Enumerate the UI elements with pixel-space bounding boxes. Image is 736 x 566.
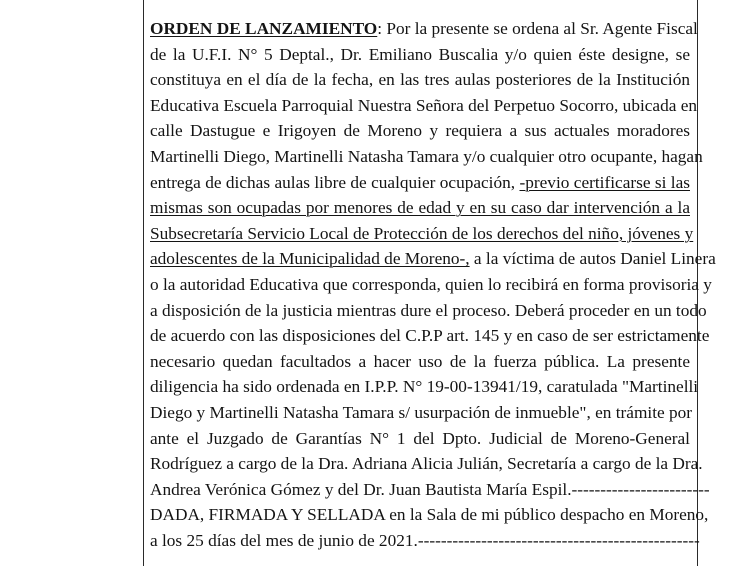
text-line xyxy=(150,477,710,503)
text-line xyxy=(150,272,712,298)
text-line xyxy=(150,451,703,477)
text-segment: ante el Juzgado de Garantías N° 1 del Dpto. Judicial de Moreno-General xyxy=(150,428,690,448)
text-line xyxy=(150,93,698,119)
underlined-text: Subsecretaría Servicio Local de Protección de los derechos del niño, jóvenes y xyxy=(150,223,694,243)
text-line xyxy=(150,67,690,93)
text-segment: a disposición de la justicia mientras dure el proceso. Deberá proceder en un todo xyxy=(150,300,707,320)
text-segment: de la U.F.I. N° 5 Deptal., Dr. Emiliano Buscalia y/o quien éste designe, se xyxy=(150,44,690,64)
text-segment: DADA, FIRMADA Y SELLADA en la Sala de mi público despacho en Moreno, xyxy=(150,505,709,525)
text-line xyxy=(150,298,707,324)
text-line xyxy=(150,16,698,42)
text-segment: necesario quedan facultados a hacer uso de la fuerza pública. La presente xyxy=(150,351,690,371)
text-segment: Educativa Escuela Parroquial Nuestra Señora del Perpetuo Socorro, ubicada en xyxy=(150,95,698,115)
text-segment: diligencia ha sido ordenada en I.P.P. N° 19-00-13941/19, caratulada "Martinelli xyxy=(150,377,699,397)
text-segment: calle Dastugue e Irigoyen de Moreno y requiera a sus actuales moradores xyxy=(150,121,690,141)
text-segment: entrega de dichas aulas libre de cualquier ocupación, xyxy=(150,172,520,192)
text-line xyxy=(150,195,690,221)
text-line xyxy=(150,502,709,528)
text-line xyxy=(150,144,703,170)
text-segment: Andrea Verónica Gómez y del Dr. Juan Bautista María Espil.------------------------ xyxy=(150,479,710,499)
text-segment: Diego y Martinelli Natasha Tamara s/ usurpación de inmueble", en trámite por xyxy=(150,402,693,422)
underlined-text: mismas son ocupadas por menores de edad y en su caso dar intervención a la xyxy=(150,198,690,218)
text-line xyxy=(150,246,716,272)
text-segment: constituya en el día de la fecha, en las tres aulas posteriores de la Institución xyxy=(150,70,690,90)
text-line xyxy=(150,374,699,400)
text-line xyxy=(150,349,690,375)
text-line xyxy=(150,42,690,68)
text-segment: Martinelli Diego, Martinelli Natasha Tamara y/o cualquier otro ocupante, hagan xyxy=(150,146,703,166)
text-line xyxy=(150,426,690,452)
text-segment: o la autoridad Educativa que corresponda, quien lo recibirá en forma provisoria y xyxy=(150,274,712,294)
text-segment: Rodríguez a cargo de la Dra. Adriana Alicia Julián, Secretaría a cargo de la Dra. xyxy=(150,454,703,474)
underlined-text: -previo certificarse si las xyxy=(519,172,690,192)
text-line xyxy=(150,400,693,426)
text-segment: a la víctima de autos Daniel Linera xyxy=(469,249,716,269)
text-line xyxy=(150,170,690,196)
text-line xyxy=(150,221,694,247)
text-segment: de acuerdo con las disposiciones del C.P.P art. 145 y en caso de ser estrictamente xyxy=(150,326,710,346)
order-heading: ORDEN DE LANZAMIENTO xyxy=(150,19,378,38)
text-segment: a los 25 días del mes de junio de 2021.------------------------------------------------- xyxy=(150,530,700,550)
text-line xyxy=(150,528,700,554)
text-line xyxy=(150,323,710,349)
underlined-text: adolescentes de la Municipalidad de Moreno-, xyxy=(150,249,470,269)
left-margin-rule xyxy=(143,0,144,566)
order-body-text xyxy=(150,16,716,553)
text-line xyxy=(150,118,690,144)
text-segment: : Por la presente se ordena al Sr. Agente Fiscal xyxy=(377,19,698,38)
